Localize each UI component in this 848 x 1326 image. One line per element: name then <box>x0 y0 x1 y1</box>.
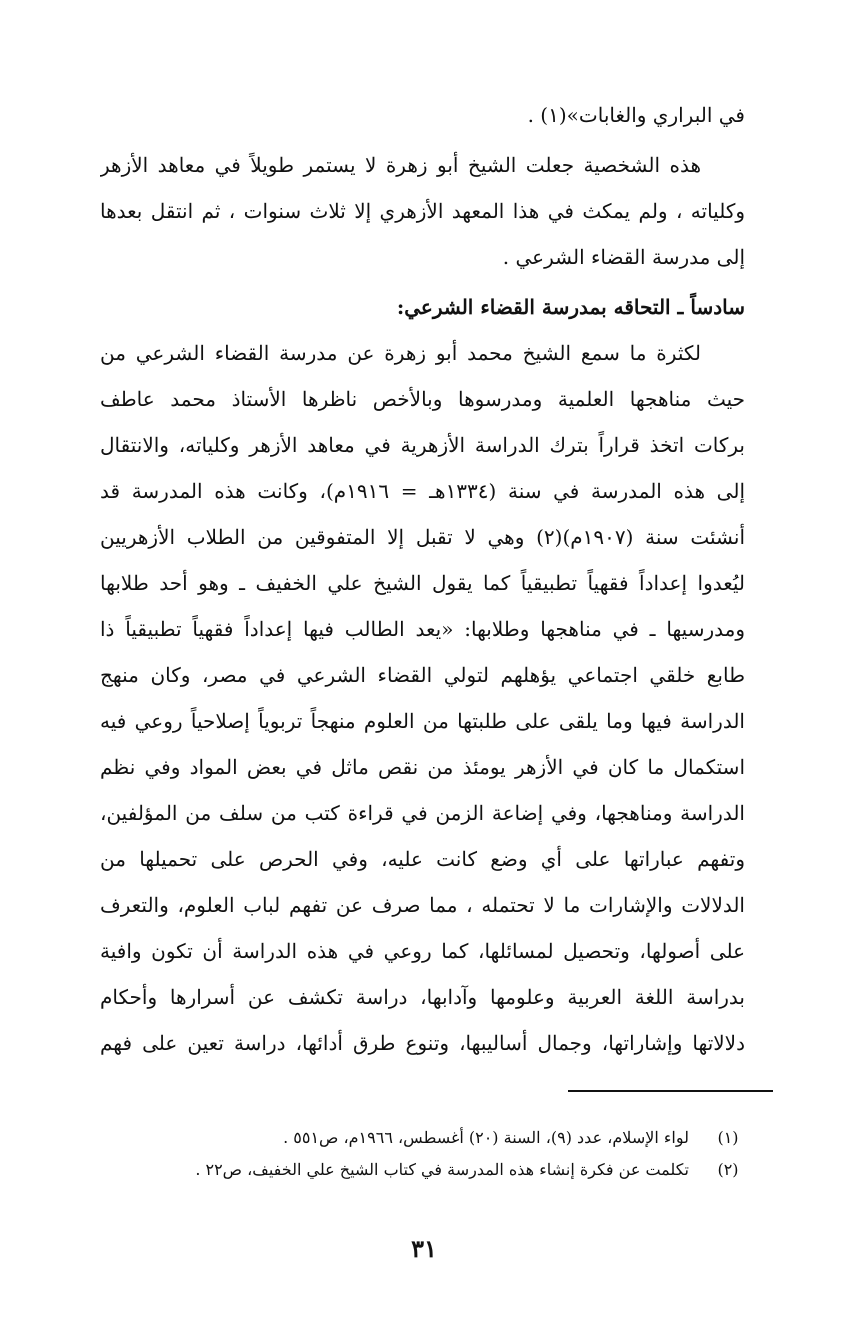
paragraph-line: دلالاتها وإشاراتها، وجمال أساليبها، وتنوع طرق أدائها، دراسة تعين على فهم <box>100 1031 745 1055</box>
paragraph-line: هذه الشخصية جعلت الشيخ أبو زهرة لا يستمر طويلاً في معاهد الأزهر <box>100 153 701 177</box>
paragraph-line: بدراسة اللغة العربية وعلومها وآدابها، دراسة تكشف عن أسرارها وأحكام <box>100 985 745 1009</box>
paragraph-line: الدراسة ومناهجها، وفي إضاعة الزمن في قراءة كتب من سلف من المؤلفين، <box>100 801 745 825</box>
paragraph-line: حيث مناهجها العلمية ومدرسوها وبالأخص ناظرها الأستاذ محمد عاطف <box>100 387 745 411</box>
paragraph-line: بركات اتخذ قراراً بترك الدراسة الأزهرية في معاهد الأزهر وكلياته، والانتقال <box>100 433 745 457</box>
footnote-item <box>100 1154 745 1186</box>
paragraph-2 <box>100 330 745 1066</box>
paragraph-line: الدلالات والإشارات ما لا تحتمله ، مما صرف عن تفهم لباب العلوم، والتعرف <box>100 893 745 917</box>
footnotes <box>100 1122 745 1186</box>
page-body <box>100 92 745 1066</box>
footnote-text: تكلمت عن فكرة إنشاء هذه المدرسة في كتاب الشيخ علي الخفيف، ص٢٢ . <box>195 1160 689 1179</box>
paragraph-line: طابع خلقي اجتماعي يؤهلهم لتولي القضاء الشرعي في مصر، وكان منهج <box>100 663 745 687</box>
footnote-number: (١) <box>717 1128 739 1147</box>
section-heading: سادساً ـ التحاقه بمدرسة القضاء الشرعي: <box>396 295 745 319</box>
paragraph-line: لكثرة ما سمع الشيخ محمد أبو زهرة عن مدرسة القضاء الشرعي من <box>100 341 701 365</box>
footnote-separator <box>568 1090 773 1092</box>
footnote-number: (٢) <box>717 1160 739 1179</box>
opening-line: في البراري والغابات»(١) . <box>527 103 745 127</box>
paragraph-line: على أصولها، وتحصيل لمسائلها، كما روعي في هذه الدراسة أن تكون وافية <box>100 939 745 963</box>
paragraph-line: وكلياته ، ولم يمكث في هذا المعهد الأزهري إلا ثلاث سنوات ، ثم انتقل بعدها <box>100 199 745 223</box>
paragraph-1 <box>100 142 745 280</box>
footnote-item <box>100 1122 745 1154</box>
paragraph-line: استكمال ما كان في الأزهر يومئذ من نقص ماثل في بعض المواد وفي نظم <box>100 755 745 779</box>
footnote-text: لواء الإسلام، عدد (٩)، السنة (٢٠) أغسطس، ١٩٦٦م، ص٥٥١ . <box>283 1128 689 1147</box>
paragraph-line: ليُعدوا إعداداً فقهياً تطبيقياً كما يقول الشيخ علي الخفيف ـ وهو أحد طلابها <box>100 571 745 595</box>
page-number: ٣١ <box>411 1234 437 1263</box>
paragraph-line: أنشئت سنة (١٩٠٧م)(٢) وهي لا تقبل إلا المتفوقين من الطلاب الأزهريين <box>100 525 745 549</box>
paragraph-line: الدراسة فيها وما يلقى على طلبتها من العلوم منهجاً تربوياً إصلاحياً روعي فيه <box>100 709 745 733</box>
paragraph-line: إلى مدرسة القضاء الشرعي . <box>502 245 745 269</box>
paragraph-line: وتفهم عباراتها على أي وضع كانت عليه، وفي الحرص على تحميلها من <box>100 847 745 871</box>
paragraph-line: ومدرسيها ـ في مناهجها وطلابها: «يعد الطالب فيها إعداداً فقهياً تطبيقياً ذا <box>100 617 745 641</box>
paragraph-line: إلى هذه المدرسة في سنة (١٣٣٤هـ = ١٩١٦م)، وكانت هذه المدرسة قد <box>100 479 745 503</box>
